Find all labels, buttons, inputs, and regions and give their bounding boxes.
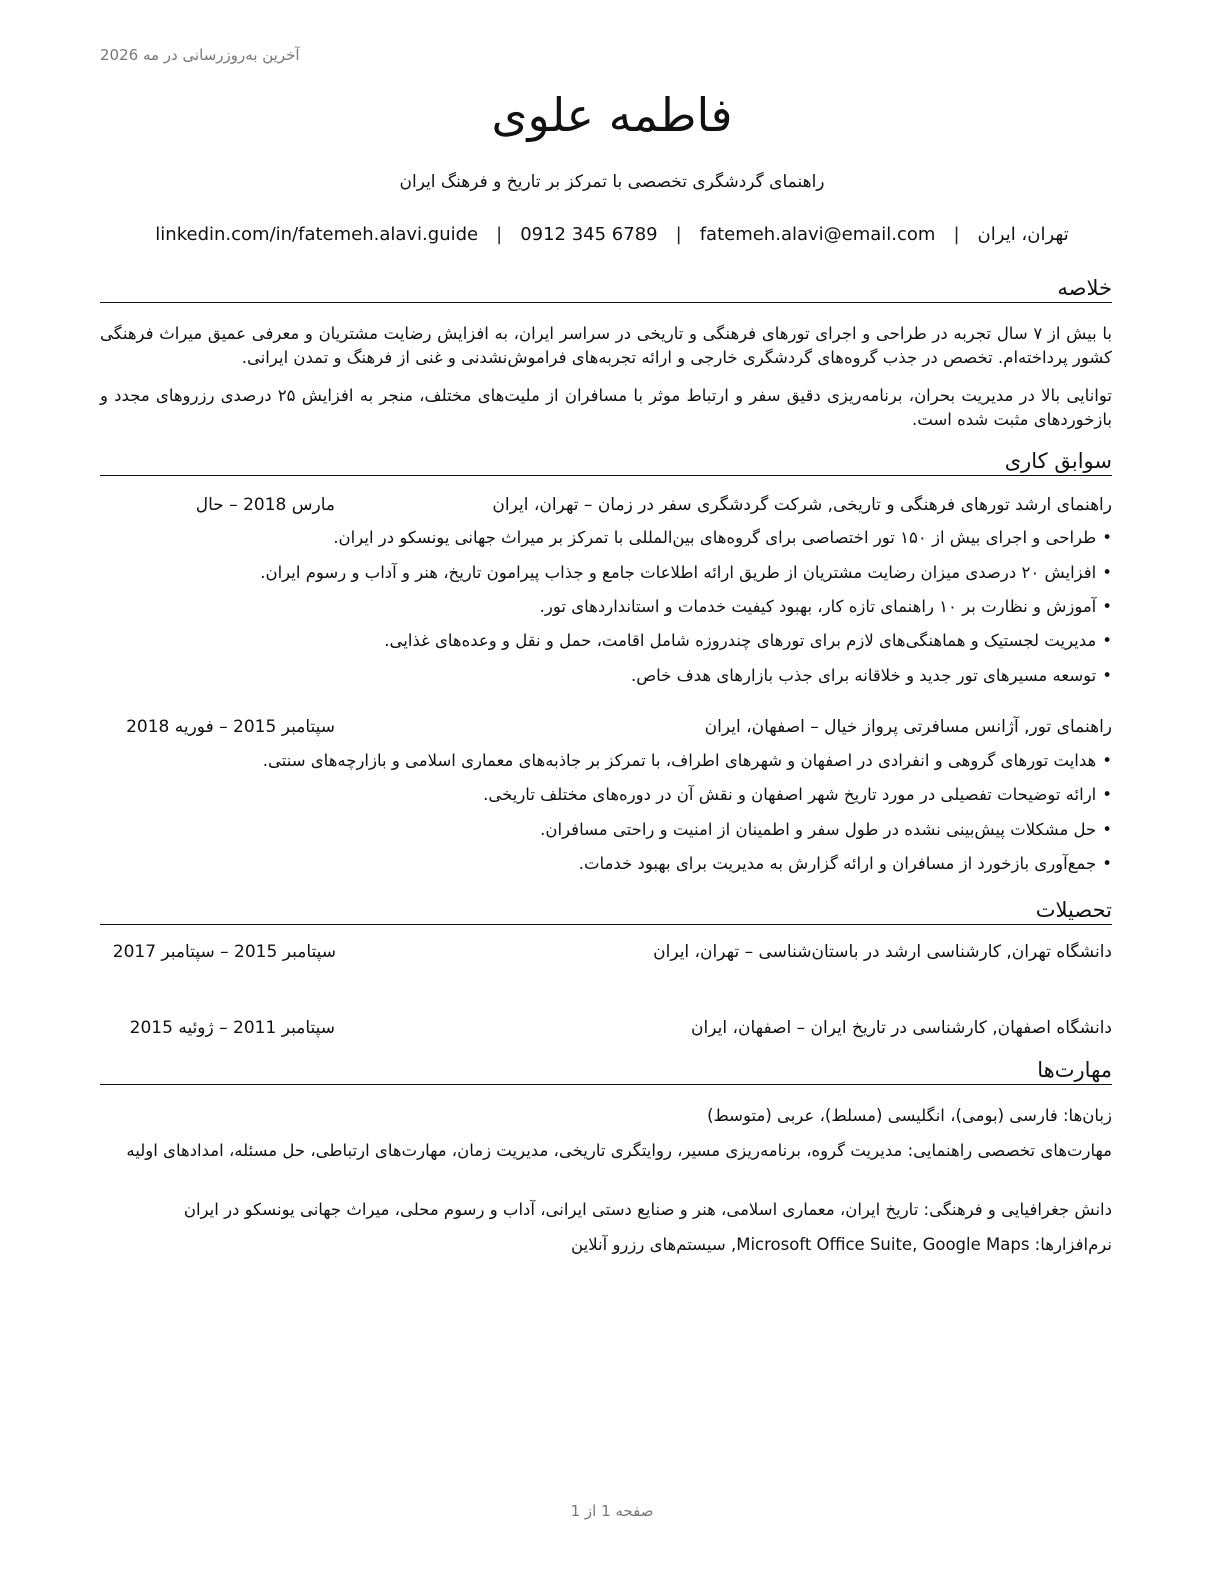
section-title-summary: خلاصه (100, 276, 1112, 303)
list-item (100, 629, 1112, 653)
skill-line: دانش جغرافیایی و فرهنگی: تاریخ ایران، معماری اسلامی، هنر و صنایع دستی ایرانی، آداب و رسوم محلی، میراث جهانی یونسکو در ایران (183, 1200, 1112, 1219)
list-item-text: افزایش ۲۰ درصدی میزان رضایت مشتریان از طریق ارائه اطلاعات جامع و جذاب پیرامون تاریخ، هنر و آداب و رسوم ایران. (260, 563, 1097, 582)
email-link[interactable]: fatemeh.alavi@email.com (699, 224, 936, 245)
education-item (100, 942, 1112, 994)
page-number: صفحه 1 از 1 (570, 1502, 654, 1520)
section-title-skills: مهارت‌ها (100, 1058, 1112, 1085)
bullet-icon: • (1102, 785, 1112, 804)
person-name: فاطمه علوی (491, 88, 733, 142)
job-dates: سپتامبر 2015 – فوریه 2018 (126, 717, 335, 737)
skill-line: زبان‌ها: فارسی (بومی)، انگلیسی (مسلط)، عربی (متوسط) (707, 1106, 1112, 1125)
list-item-text: طراحی و اجرای بیش از ۱۵۰ تور اختصاصی برای گروه‌های بین‌المللی با تمرکز بر میراث جهانی یونسکو در ایران. (333, 528, 1097, 547)
education-item (100, 1018, 1112, 1044)
list-item (100, 664, 1112, 688)
list-item-text: توسعه مسیرهای تور جدید و خلاقانه برای جذب بازارهای هدف خاص. (630, 666, 1097, 685)
phone: 0912 345 6789 (520, 224, 658, 245)
bullet-icon: • (1102, 820, 1112, 839)
list-item (100, 749, 1112, 773)
job-header (100, 717, 1112, 743)
list-item (100, 852, 1112, 876)
separator: | (953, 224, 960, 245)
bullet-icon: • (1102, 751, 1112, 770)
bullet-icon: • (1102, 528, 1112, 547)
headline: راهنمای گردشگری تخصصی با تمرکز بر تاریخ و فرهنگ ایران (399, 172, 825, 192)
last-updated: آخرین به‌روزرسانی در مه 2026 (100, 46, 300, 64)
list-item (100, 526, 1112, 550)
list-item-text: حل مشکلات پیش‌بینی نشده در طول سفر و اطمینان از امنیت و راحتی مسافران. (540, 820, 1097, 839)
summary-paragraph: توانایی بالا در مدیریت بحران، برنامه‌ریزی دقیق سفر و ارتباط موثر با مسافران از ملیت‌های مختلف، منجر به افزایش ۲۵ درصدی رزروهای مجدد و بازخوردهای مثبت شده است. (100, 386, 1112, 429)
list-item-text: هدایت تورهای گروهی و انفرادی در اصفهان و شهرهای اطراف، با تمرکز بر جاذبه‌های معماری اسلامی و بازارچه‌های سنتی. (262, 751, 1097, 770)
summary-paragraph: با بیش از ۷ سال تجربه در طراحی و اجرای تورهای فرهنگی و تاریخی در سراسر ایران، به افزایش رضایت مشتریان و معرفی عمیق میراث فرهنگی کشور پرداخته‌ام. تخصص در جذب گروه‌های گردشگری خارجی و ارائه تجربه‌های فراموش‌نشدنی و غنی از فرهنگ و تمدن ایرانی. (100, 324, 1113, 367)
list-item-text: جمع‌آوری بازخورد از مسافران و ارائه گزارش به مدیریت برای بهبود خدمات. (578, 854, 1097, 873)
separator: | (496, 224, 503, 245)
linkedin-link[interactable]: linkedin.com/in/fatemeh.alavi.guide (155, 224, 479, 245)
skill-line: نرم‌افزارها: Microsoft Office Suite, Google Maps, سیستم‌های رزرو آنلاین (571, 1235, 1112, 1254)
section-title-education: تحصیلات (100, 898, 1112, 925)
bullet-icon: • (1102, 597, 1112, 616)
job-title: راهنمای ارشد تورهای فرهنگی و تاریخی, شرکت گردشگری سفر در زمان – تهران، ایران (492, 495, 1112, 515)
location: تهران، ایران (977, 224, 1069, 245)
education-dates: سپتامبر 2011 – ژوئیه 2015 (129, 1018, 335, 1038)
list-item (100, 818, 1112, 842)
list-item-text: مدیریت لجستیک و هماهنگی‌های لازم برای تورهای چندروزه شامل اقامت، حمل و نقل و وعده‌های غذایی. (384, 631, 1097, 650)
job-dates: مارس 2018 – حال (195, 495, 335, 515)
list-item (100, 595, 1112, 619)
list-item-text: ارائه توضیحات تفصیلی در مورد تاریخ شهر اصفهان و نقش آن در دوره‌های مختلف تاریخی. (483, 785, 1097, 804)
degree: دانشگاه تهران, کارشناسی ارشد در باستان‌شناسی – تهران، ایران (653, 942, 1112, 962)
bullet-icon: • (1102, 666, 1112, 685)
list-item (100, 783, 1112, 807)
job-title: راهنمای تور, آژانس مسافرتی پرواز خیال – اصفهان، ایران (704, 717, 1112, 737)
contact-line (100, 224, 1124, 245)
section-title-experience: سوابق کاری (100, 449, 1112, 476)
bullet-icon: • (1102, 854, 1112, 873)
bullet-icon: • (1102, 631, 1112, 650)
list-item-text: آموزش و نظارت بر ۱۰ راهنمای تازه کار، بهبود کیفیت خدمات و استانداردهای تور. (539, 597, 1097, 616)
list-item (100, 561, 1112, 585)
skill-line: مهارت‌های تخصصی راهنمایی: مدیریت گروه، برنامه‌ریزی مسیر، روایتگری تاریخی، مدیریت زمان، مهارت‌های ارتباطی، حل مسئله، امدادهای اولیه (126, 1141, 1112, 1160)
education-dates: سپتامبر 2015 – سپتامبر 2017 (112, 942, 336, 962)
separator: | (675, 224, 682, 245)
job-header (100, 495, 1112, 521)
bullet-icon: • (1102, 563, 1112, 582)
degree: دانشگاه اصفهان, کارشناسی در تاریخ ایران – اصفهان، ایران (691, 1018, 1112, 1038)
